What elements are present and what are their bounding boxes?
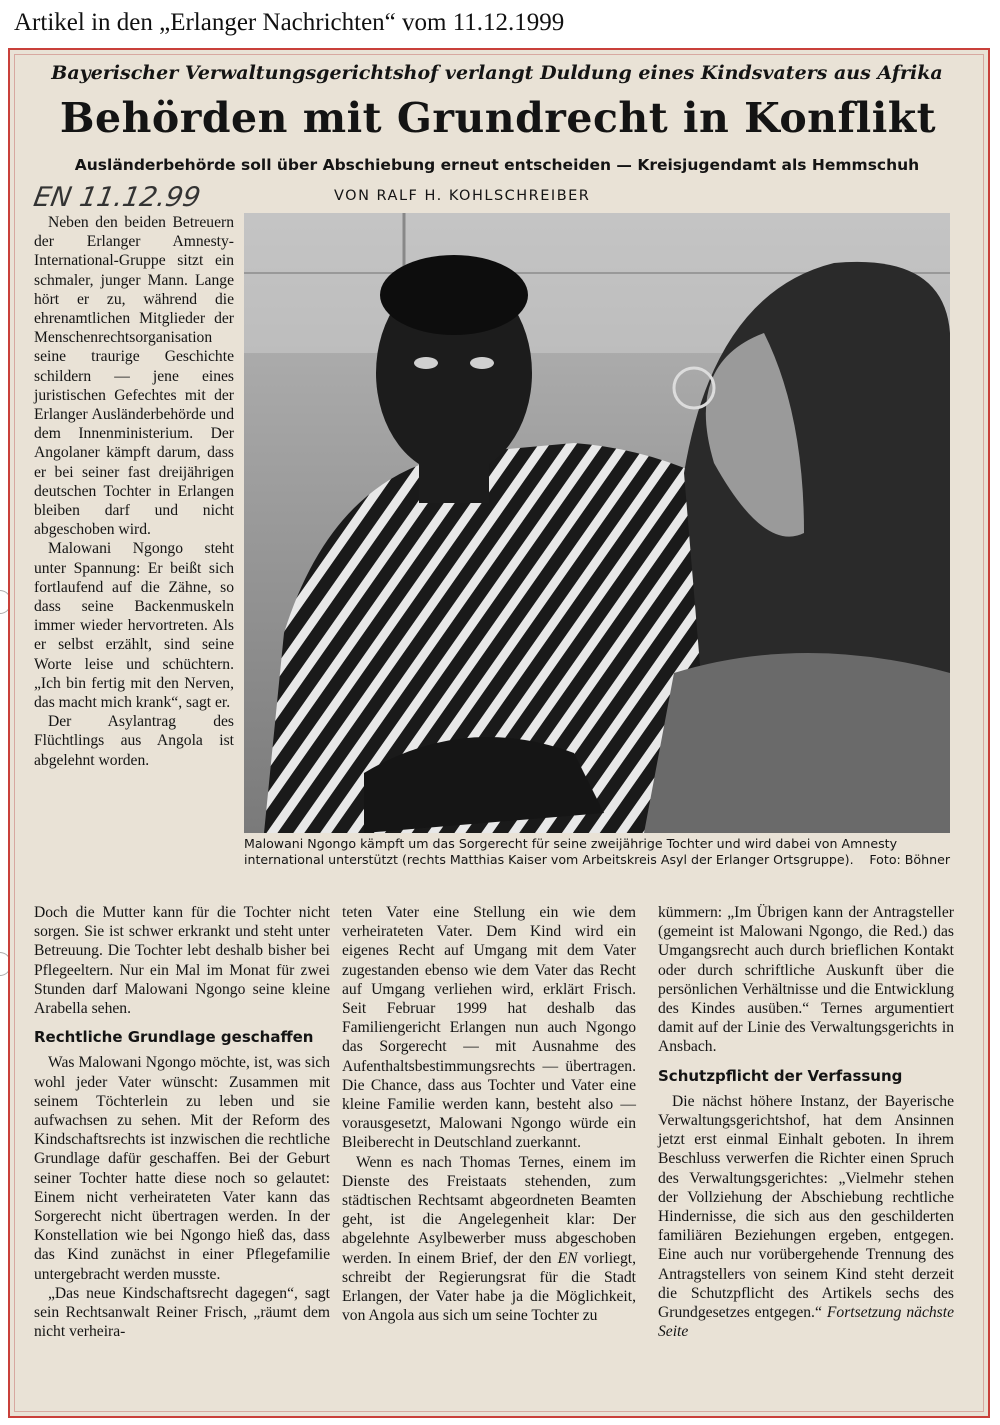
continued-note: Fortsetzung nächste Seite	[658, 1304, 954, 1341]
article-headline: Behörden mit Grundrecht in Konflikt	[59, 94, 937, 142]
paragraph: Was Malowani Ngongo möchte, ist, was sich wohl jeder Vater wünscht: Zusammen mit seinem Töchterlein zu leben und sie aufwachsen zu sehen. Mit der Reform des Kindschaftsrechts ist inzwischen die rechtliche Grundlage dafür geschaffen. Bei der Geburt seiner Tochter hatte diese noch so gelautet: Einem nicht verheirateten Vater kann das Sorgerecht nicht übertragen werden. In der Konstellation wie bei Ngongo hieß das, dass das Kind zunächst in einer Pflegefamilie untergebracht werden musste.	[34, 1054, 330, 1283]
paragraph	[342, 1153, 636, 1326]
column-1-bottom	[34, 903, 330, 1341]
section-heading: Schutzpflicht der Verfassung	[658, 1066, 903, 1085]
article-photo	[244, 213, 950, 833]
photo-caption	[244, 836, 950, 869]
column-3	[658, 903, 954, 1341]
paragraph: „Das neue Kindschaftsrecht dagegen“, sagt sein Rechtsanwalt Reiner Frisch, „räumt dem nicht verheira-	[34, 1284, 330, 1341]
paragraph: teten Vater eine Stellung ein wie dem verheirateten Vater. Dem Kind wird ein eigenes Recht auf Umgang mit dem Vater zugestanden ebenso wie dem Vater das Recht auf Umgang verliehen wird, erklärt Frisch. Seit Februar 1999 hat deshalb das Familiengericht Erlangen nun auch Ngongo das Sorgerecht — mit Ausnahme des Aufenthaltsbestimmungsrechts — übertragen. Die Chance, dass aus Tochter und Vater eine kleine Familie werden kann, besteht also — vorausgesetzt, Malowani Ngongo würde ein Bleiberecht in Deutschland zuerkannt.	[342, 904, 636, 1152]
newspaper-clipping	[8, 48, 990, 1418]
photo-illustration	[244, 213, 950, 833]
page-caption: Artikel in den „Erlanger Nachrichten“ vom 11.12.1999	[14, 9, 565, 36]
photo-caption-text: Malowani Ngongo kämpft um das Sorgerecht für seine zweijährige Tochter und wird dabei von Amnesty international unterstützt (rechts Matthias Kaiser vom Arbeitskreis Asyl der Erlanger Ortsgruppe).	[244, 836, 898, 868]
paragraph: Doch die Mutter kann für die Tochter nicht sorgen. Sie ist schwer erkrankt und steht unter Betreuung. Die Tochter lebt deshalb bisher bei Pflegeeltern. Nur ein Mal im Monat für zwei Stunden darf Malowani Ngongo seine kleine Arabella sehen.	[34, 904, 330, 1018]
column-2	[342, 903, 636, 1325]
paragraph: Neben den beiden Betreuern der Erlanger Amnesty-International-Gruppe sitzt ein schmaler, junger Mann. Lange hört er zu, während die ehrenamtlichen Mitglieder der Menschenrechtsorganisation seine traurige Geschichte schildern — jene eines juristischen Gefechtes mit der Erlanger Ausländerbehörde und dem Innenministerium. Der Angolaner kämpft darum, dass er bei seiner fast dreijährigen deutschen Tochter in Erlangen bleiben darf und nicht abgeschoben wird.	[34, 214, 234, 539]
paragraph-emphasis: EN	[557, 1249, 578, 1267]
article-subhead: Ausländerbehörde soll über Abschiebung erneut entscheiden — Kreisjugendamt als Hemmschuh	[74, 156, 920, 174]
paragraph-text: Wenn es nach Thomas Ternes, einem im Dienste des Freistaats stehenden, zum städtischen Rechtsamt abgeordneten Beamten geht, ist die Angelegenheit klar: Der abgelehnte Asylbewerber muss abgeschoben werden. In einem Brief, der den	[342, 1153, 636, 1267]
photo-credit: Foto: Böhner	[869, 852, 950, 868]
section-heading: Rechtliche Grundlage geschaffen	[34, 1028, 314, 1047]
article-byline: VON RALF H. KOHLSCHREIBER	[334, 188, 591, 204]
paragraph	[658, 1092, 954, 1342]
column-1-top	[34, 213, 234, 770]
paragraph-text: vorliegt, schreibt der Regierungsrat für die Stadt Erlangen, der Vater habe ja die Möglichkeit, von Angola aus sich um seine Tochter zu	[342, 1249, 636, 1325]
paragraph: Malowani Ngongo steht unter Spannung: Er beißt sich fortlaufend auf die Zähne, so dass seine Backenmuskeln immer wieder hervortreten. Als er selbst erzählt, sind seine Worte leise und schüchtern. „Ich bin fertig mit den Nerven, das macht mich krank“, sagt er.	[34, 540, 234, 712]
paragraph: kümmern: „Im Übrigen kann der Antragsteller (gemeint ist Malowani Ngongo, die Red.) das Umgangsrecht auch durch brieflichen Kontakt oder durch schriftliche Auskunft über die persönlichen Verhältnisse und die Entwicklung des Kindes ausüben.“ Ternes argumentiert damit auf der Linie des Verwaltungsgerichts in Ansbach.	[658, 904, 954, 1056]
article-kicker: Bayerischer Verwaltungsgerichtshof verlangt Duldung eines Kindsvaters aus Afrika	[51, 62, 943, 84]
paragraph-text: Die nächst höhere Instanz, der Bayerische Verwaltungsgerichtshof, hat dem Ansinnen jetzt erst einmal Einhalt geboten. In ihrem Beschluss verwerfen die Richter einen Spruch des Verwaltungsgerichtes: „Vielmehr stehen der Vollziehung der Abschiebung rechtliche Hindernisse, die sich aus den geschilderten familiären Beziehungen ergeben, entgegen. Eine auch nur vorübergehende Trennung des Antragstellers von seinem Kind steht derzeit die Schutzpflicht des Artikels sechs des Grundgesetzes entgegen.“	[658, 1092, 954, 1322]
paragraph: Der Asylantrag des Flüchtlings aus Angola ist abgelehnt worden.	[34, 713, 234, 769]
handwritten-note: EN 11.12.99	[31, 182, 203, 213]
